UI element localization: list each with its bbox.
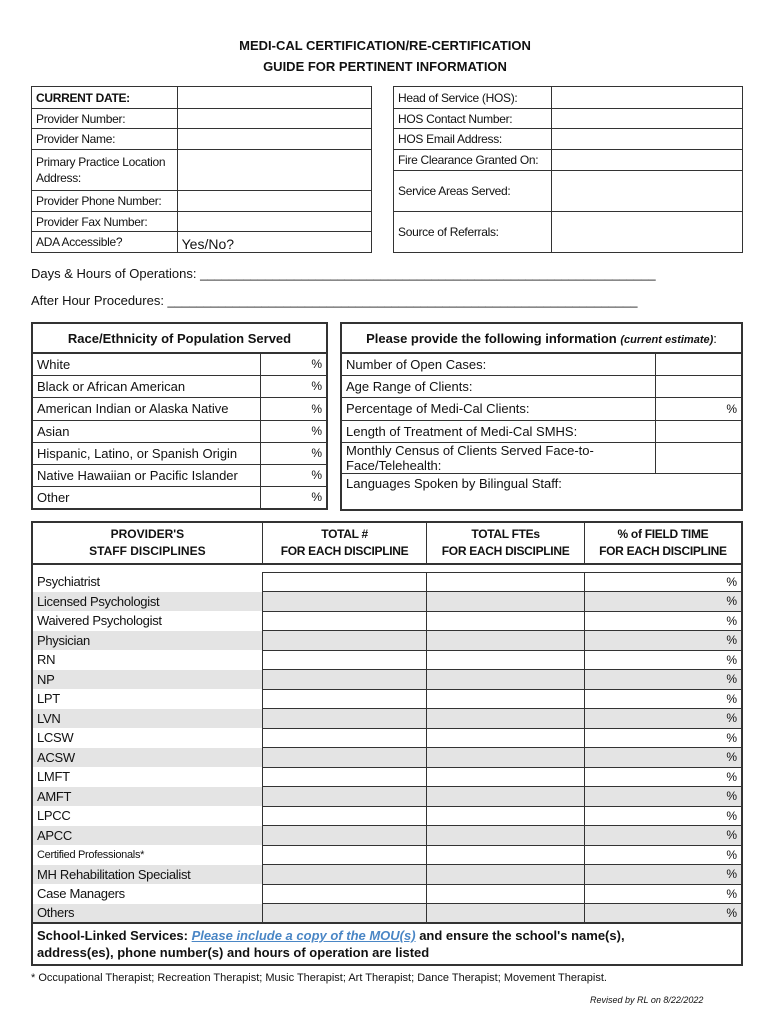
provider-name-label: Provider Name:: [32, 129, 178, 150]
field-time-cell[interactable]: %: [584, 748, 742, 768]
race-row-label: Native Hawaiian or Pacific Islander: [32, 464, 260, 486]
staff-row: [32, 728, 742, 748]
revised-note: Revised by RL on 8/22/2022: [590, 995, 704, 1005]
disciplines-header: PROVIDER'S STAFF DISCIPLINES: [32, 522, 262, 564]
race-row-pct[interactable]: %: [260, 353, 327, 375]
staff-discipline-label: NP: [32, 670, 262, 690]
page-subtitle: GUIDE FOR PERTINENT INFORMATION: [263, 59, 507, 74]
total-number-cell[interactable]: [262, 689, 427, 709]
field-time-cell[interactable]: %: [584, 631, 742, 651]
total-ftes-cell[interactable]: [427, 670, 585, 690]
total-number-cell[interactable]: [262, 611, 427, 631]
staff-discipline-label: Certified Professionals*: [32, 845, 262, 865]
field-time-cell[interactable]: %: [584, 592, 742, 612]
hos-field[interactable]: [551, 87, 742, 109]
staff-discipline-label: LMFT: [32, 767, 262, 787]
staff-disciplines-table: [31, 521, 743, 966]
ada-label: ADA Accessible?: [32, 232, 178, 253]
total-ftes-cell[interactable]: [427, 904, 585, 924]
referrals-label: Source of Referrals:: [394, 212, 552, 253]
header-spacer: [32, 564, 742, 572]
staff-discipline-label: Licensed Psychologist: [32, 592, 262, 612]
fire-clearance-label: Fire Clearance Granted On:: [394, 150, 552, 171]
total-number-cell[interactable]: [262, 709, 427, 729]
total-number-cell[interactable]: [262, 748, 427, 768]
staff-discipline-label: LVN: [32, 709, 262, 729]
total-number-cell[interactable]: [262, 904, 427, 924]
staff-discipline-label: Others: [32, 904, 262, 924]
staff-discipline-label: MH Rehabilitation Specialist: [32, 865, 262, 885]
race-row-pct[interactable]: %: [260, 375, 327, 397]
total-ftes-cell[interactable]: [427, 806, 585, 826]
hos-email-label: HOS Email Address:: [394, 129, 552, 150]
staff-row: [32, 845, 742, 865]
field-time-cell[interactable]: %: [584, 904, 742, 924]
census-field[interactable]: [655, 442, 742, 473]
days-hours-line[interactable]: Days & Hours of Operations: _______________________________________________________________: [31, 266, 656, 281]
race-row-pct[interactable]: %: [260, 486, 327, 509]
provider-number-field[interactable]: [177, 109, 371, 129]
race-row-label: American Indian or Alaska Native: [32, 397, 260, 420]
staff-row: [32, 884, 742, 904]
staff-discipline-label: Waivered Psychologist: [32, 611, 262, 631]
total-ftes-cell[interactable]: [427, 787, 585, 807]
total-number-cell[interactable]: [262, 865, 427, 885]
staff-row: [32, 611, 742, 631]
staff-discipline-label: LPCC: [32, 806, 262, 826]
length-treatment-field[interactable]: [655, 420, 742, 442]
service-areas-field[interactable]: [551, 171, 742, 212]
open-cases-label: Number of Open Cases:: [341, 353, 655, 375]
staff-discipline-label: Physician: [32, 631, 262, 651]
total-ftes-cell[interactable]: [427, 572, 585, 592]
staff-discipline-label: Case Managers: [32, 884, 262, 904]
hos-email-field[interactable]: [551, 129, 742, 150]
pct-medical-label: Percentage of Medi-Cal Clients:: [341, 397, 655, 420]
race-row-pct[interactable]: %: [260, 397, 327, 420]
staff-discipline-label: AMFT: [32, 787, 262, 807]
staff-discipline-label: APCC: [32, 826, 262, 846]
staff-row: [32, 865, 742, 885]
race-row-pct[interactable]: %: [260, 420, 327, 442]
staff-discipline-label: ACSW: [32, 748, 262, 768]
field-time-header: % of FIELD TIME FOR EACH DISCIPLINE: [584, 522, 742, 564]
field-time-cell[interactable]: %: [584, 806, 742, 826]
field-time-cell[interactable]: %: [584, 650, 742, 670]
census-label: Monthly Census of Clients Served Face-to- Face/Telehealth:: [341, 442, 655, 473]
staff-discipline-label: Psychiatrist: [32, 572, 262, 592]
total-number-cell[interactable]: [262, 845, 427, 865]
age-range-field[interactable]: [655, 375, 742, 397]
total-ftes-cell[interactable]: [427, 631, 585, 651]
field-time-cell[interactable]: %: [584, 884, 742, 904]
after-hours-line[interactable]: After Hour Procedures: _________________________________________________________________: [31, 293, 638, 308]
field-time-cell[interactable]: %: [584, 787, 742, 807]
total-ftes-cell[interactable]: [427, 845, 585, 865]
field-time-cell[interactable]: %: [584, 670, 742, 690]
hos-info-table: [393, 86, 743, 253]
staff-row: [32, 689, 742, 709]
total-ftes-cell[interactable]: [427, 650, 585, 670]
staff-row: [32, 572, 742, 592]
service-areas-label: Service Areas Served:: [394, 171, 552, 212]
total-ftes-cell[interactable]: [427, 748, 585, 768]
race-row-label: Other: [32, 486, 260, 509]
field-time-cell[interactable]: %: [584, 865, 742, 885]
race-table-header: Race/Ethnicity of Population Served: [32, 323, 327, 353]
provider-fax-label: Provider Fax Number:: [32, 212, 178, 232]
staff-discipline-label: LPT: [32, 689, 262, 709]
total-number-cell[interactable]: [262, 572, 427, 592]
staff-row: [32, 592, 742, 612]
staff-row: [32, 631, 742, 651]
pct-medical-field[interactable]: %: [655, 397, 742, 420]
field-time-cell[interactable]: %: [584, 611, 742, 631]
total-ftes-cell[interactable]: [427, 689, 585, 709]
fire-clearance-field[interactable]: [551, 150, 742, 171]
current-date-field[interactable]: [177, 87, 371, 109]
hos-contact-field[interactable]: [551, 109, 742, 129]
school-linked-services: School-Linked Services: Please include a copy of the MOU(s) and ensure the school's name(s), address(es), phone number(s) and hours of operation are listed: [32, 923, 742, 965]
total-ftes-cell[interactable]: [427, 865, 585, 885]
provider-number-label: Provider Number:: [32, 109, 178, 129]
race-row-label: Asian: [32, 420, 260, 442]
staff-row: [32, 767, 742, 787]
provider-name-field[interactable]: [177, 129, 371, 150]
total-number-cell[interactable]: [262, 787, 427, 807]
total-ftes-cell[interactable]: [427, 728, 585, 748]
languages-label[interactable]: Languages Spoken by Bilingual Staff:: [341, 473, 742, 510]
estimate-info-table: [340, 322, 743, 511]
total-ftes-cell[interactable]: [427, 611, 585, 631]
field-time-cell[interactable]: %: [584, 728, 742, 748]
staff-row: [32, 709, 742, 729]
hos-label: Head of Service (HOS):: [394, 87, 552, 109]
total-number-cell[interactable]: [262, 670, 427, 690]
total-ftes-header: TOTAL FTEs FOR EACH DISCIPLINE: [427, 522, 585, 564]
total-number-header: TOTAL # FOR EACH DISCIPLINE: [262, 522, 427, 564]
staff-row: [32, 748, 742, 768]
staff-row: [32, 806, 742, 826]
estimate-table-header: Please provide the following information (current estimate):: [341, 323, 742, 353]
staff-row: [32, 787, 742, 807]
race-row-pct[interactable]: %: [260, 442, 327, 464]
race-row-label: Hispanic, Latino, or Spanish Origin: [32, 442, 260, 464]
ada-value[interactable]: Yes/No?: [177, 232, 371, 253]
length-treatment-label: Length of Treatment of Medi-Cal SMHS:: [341, 420, 655, 442]
staff-discipline-label: LCSW: [32, 728, 262, 748]
race-row-pct[interactable]: %: [260, 464, 327, 486]
primary-location-label: Primary Practice Location Address:: [32, 150, 178, 191]
staff-discipline-label: RN: [32, 650, 262, 670]
total-number-cell[interactable]: [262, 592, 427, 612]
staff-row: [32, 826, 742, 846]
total-ftes-cell[interactable]: [427, 767, 585, 787]
field-time-cell[interactable]: %: [584, 709, 742, 729]
provider-phone-label: Provider Phone Number:: [32, 191, 178, 212]
referrals-field[interactable]: [551, 212, 742, 253]
hos-contact-label: HOS Contact Number:: [394, 109, 552, 129]
footnote: * Occupational Therapist; Recreation Therapist; Music Therapist; Art Therapist; Dance Therapist; Movement Therapist.: [31, 972, 607, 984]
age-range-label: Age Range of Clients:: [341, 375, 655, 397]
total-number-cell[interactable]: [262, 767, 427, 787]
primary-location-field[interactable]: [177, 150, 371, 191]
race-row-label: Black or African American: [32, 375, 260, 397]
staff-row: [32, 670, 742, 690]
staff-row: [32, 650, 742, 670]
total-number-cell[interactable]: [262, 826, 427, 846]
field-time-cell[interactable]: %: [584, 767, 742, 787]
field-time-cell[interactable]: %: [584, 845, 742, 865]
total-ftes-cell[interactable]: [427, 709, 585, 729]
page-title: MEDI-CAL CERTIFICATION/RE-CERTIFICATION: [239, 38, 531, 53]
current-date-label: CURRENT DATE:: [32, 87, 178, 109]
total-number-cell[interactable]: [262, 650, 427, 670]
provider-fax-field[interactable]: [177, 212, 371, 232]
total-number-cell[interactable]: [262, 806, 427, 826]
provider-phone-field[interactable]: [177, 191, 371, 212]
total-number-cell[interactable]: [262, 631, 427, 651]
total-number-cell[interactable]: [262, 884, 427, 904]
staff-row: [32, 904, 742, 924]
provider-info-table: [31, 86, 372, 253]
field-time-cell[interactable]: %: [584, 826, 742, 846]
total-ftes-cell[interactable]: [427, 592, 585, 612]
race-ethnicity-table: [31, 322, 328, 510]
race-row-label: White: [32, 353, 260, 375]
field-time-cell[interactable]: %: [584, 689, 742, 709]
mou-link[interactable]: Please include a copy of the MOU(s): [191, 928, 416, 943]
total-ftes-cell[interactable]: [427, 884, 585, 904]
total-number-cell[interactable]: [262, 728, 427, 748]
field-time-cell[interactable]: %: [584, 572, 742, 592]
open-cases-field[interactable]: [655, 353, 742, 375]
total-ftes-cell[interactable]: [427, 826, 585, 846]
